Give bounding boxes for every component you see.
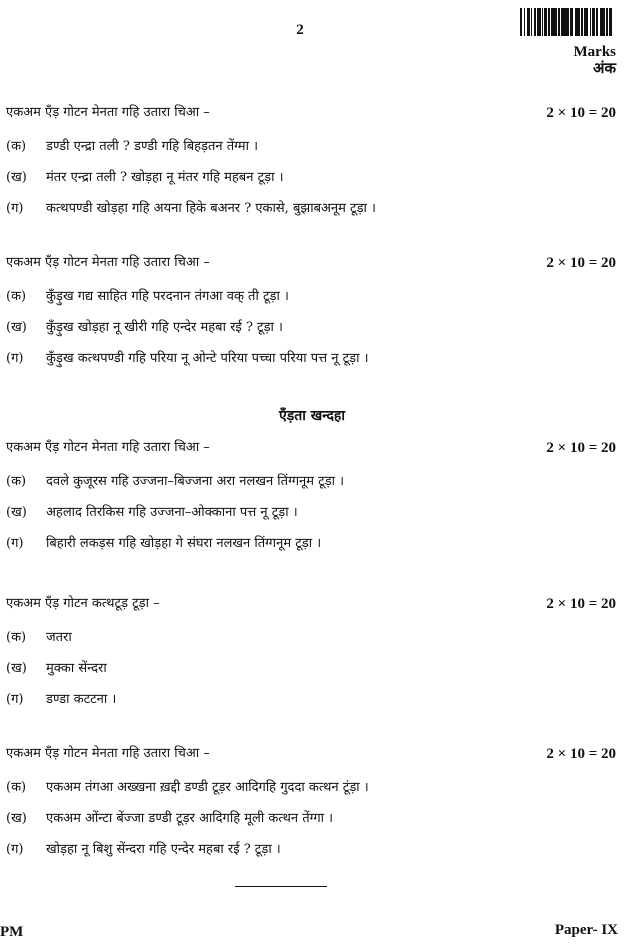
question-header — [0, 101, 624, 125]
question-prompt: एकअम एँड़ गोटन मेनता गहि उतारा चिआ – — [6, 105, 210, 120]
barcode — [520, 8, 616, 36]
item-text: मंतर एन्द्रा तली ? खोड़हा नू मंतर गहि महबन टूड़ा । — [46, 170, 284, 185]
question-item — [0, 653, 624, 684]
item-label: (ग) — [6, 536, 24, 551]
item-label: (ख) — [6, 661, 27, 676]
question-item — [0, 528, 624, 559]
item-text: जतरा — [46, 630, 72, 645]
question-header — [0, 742, 624, 766]
question-item — [0, 162, 624, 193]
question-item — [0, 281, 624, 312]
item-label: (ख) — [6, 320, 27, 335]
question-item — [0, 466, 624, 497]
question-marks: 2 × 10 = 20 — [546, 440, 616, 456]
item-text: खोड़हा नू बिशु सेंन्दरा गहि एन्देर महबा रई ? टूड़ा । — [46, 842, 281, 857]
item-text: बिहारी लकड़स गहि खोड़हा गे संघरा नलखन तिंग्गनूम टूड़ा । — [46, 536, 322, 551]
end-rule — [235, 886, 327, 887]
question-marks: 2 × 10 = 20 — [546, 255, 616, 271]
marks-header — [574, 44, 617, 78]
question-prompt: एकअम एँड़ गोटन मेनता गहि उतारा चिआ – — [6, 746, 210, 761]
question-item — [0, 684, 624, 715]
item-label: (ख) — [6, 811, 27, 826]
question-marks: 2 × 10 = 20 — [546, 105, 616, 121]
item-label: (ख) — [6, 505, 27, 520]
item-text: कुँड़ुख गद्य साहित गहि परदनान तंगआ वक् ती टूड़ा । — [46, 289, 289, 304]
question-item — [0, 497, 624, 528]
page-number: 2 — [296, 22, 304, 38]
item-text: मुक्का सेंन्दरा — [46, 661, 107, 676]
item-text: डण्डी एन्द्रा तली ? डण्डी गहि बिहड़तन तेंग्मा । — [46, 139, 258, 154]
question-prompt: एकअम एँड़ गोटन कत्थटूड़ टूड़ा – — [6, 596, 160, 611]
question-item — [0, 193, 624, 224]
item-label: (क) — [6, 289, 27, 304]
item-text: अहलाद तिरकिस गहि उज्जना–ओक्काना पत्त नू टूड़ा । — [46, 505, 298, 520]
question-item — [0, 772, 624, 803]
question-5 — [0, 742, 624, 865]
item-label: (क) — [6, 139, 27, 154]
item-text: दवले कुजूरस गहि उज्जना–बिज्जना अरा नलखन तिंग्गनूम टूड़ा । — [46, 474, 345, 489]
item-text: कुँड़ुख कत्थपण्डी गहि परिया नू ओन्टे परिया पच्चा परिया पत्त नू टूड़ा । — [46, 351, 369, 366]
item-label: (ग) — [6, 692, 24, 707]
question-item — [0, 622, 624, 653]
item-text: एकअम ओंन्टा बेंज्जा डण्डी टूड़र आदिगहि मूली कत्थन तेंग्गा । — [46, 811, 334, 826]
question-marks: 2 × 10 = 20 — [546, 746, 616, 762]
question-marks: 2 × 10 = 20 — [546, 596, 616, 612]
item-text: कुँड़ुख खोड़हा नू खीरी गहि एन्देर महबा रई ? टूड़ा । — [46, 320, 283, 335]
question-2 — [0, 251, 624, 374]
item-label: (ग) — [6, 351, 24, 366]
footer-left: PM — [0, 924, 24, 940]
item-label: (क) — [6, 780, 27, 795]
marks-label-en: Marks — [573, 44, 616, 60]
question-1 — [0, 101, 624, 224]
question-item — [0, 343, 624, 374]
item-text: कत्थपण्डी खोड़हा गहि अयना हिके बअनर ? एकासे, बुझाबअनूम टूड़ा । — [46, 201, 376, 216]
marks-label-hi: अंक — [593, 61, 616, 77]
question-3 — [0, 436, 624, 559]
item-label: (ख) — [6, 170, 27, 185]
item-text: डण्डा कटटना । — [46, 692, 117, 707]
question-prompt: एकअम एँड़ गोटन मेनता गहि उतारा चिआ – — [6, 255, 210, 270]
item-label: (ग) — [6, 842, 24, 857]
section-heading: एँड़ता खन्दहा — [279, 408, 345, 424]
item-text: एकअम तंगआ अख्खना ख़द्दी डण्डी टूड़र आदिगहि गुददा कत्थन टूंड़ा । — [46, 780, 369, 795]
item-label: (क) — [6, 474, 27, 489]
paper-label: Paper- IX — [554, 922, 618, 938]
question-4 — [0, 592, 624, 715]
question-item — [0, 803, 624, 834]
question-item — [0, 131, 624, 162]
question-item — [0, 312, 624, 343]
item-label: (क) — [6, 630, 27, 645]
question-prompt: एकअम एँड़ गोटन मेनता गहि उतारा चिआ – — [6, 440, 210, 455]
question-header — [0, 436, 624, 460]
question-header — [0, 251, 624, 275]
question-item — [0, 834, 624, 865]
item-label: (ग) — [6, 201, 24, 216]
question-header — [0, 592, 624, 616]
